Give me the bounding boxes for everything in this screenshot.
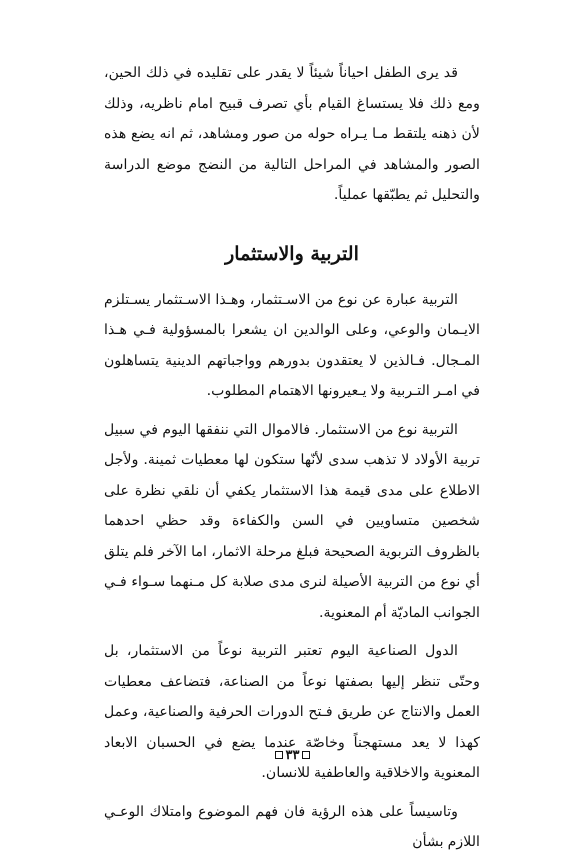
page-number-box-icon [302, 751, 310, 759]
page-number [0, 748, 585, 763]
paragraph-industrial-countries: الدول الصناعية اليوم تعتبر التربية نوعاً من الاستثمار، بل وحتّى تنظر إليها بصفتها نوعاً من الصناعة، فتضاعف معطيات العمل والانتاج عن طريق فـتح الدورات الحرفية والصناعية، وعمل كهذا لا يعد مستهجناً وخاصّة عندما يضع في الحسبان الابعاد المعنوية والاخلاقية والعاطفية للانسان. [104, 643, 480, 781]
section-heading: التربية والاستثمار [225, 242, 359, 265]
page-content [104, 58, 480, 858]
page-number-box-icon [275, 751, 283, 759]
page-number-text: ٣٣ [285, 748, 300, 763]
paragraph-investment-definition: التربية عبارة عن نوع من الاسـتثمار، وهـذا الاسـتثمار يسـتلزم الايـمان والوعي، وعلى الوالدين ان يشعرا بالمسؤولية فـي هـذا المـجال. فـالذين لا يعتقدون بدورهم وواجباتهم الدينية يتساهلون في امـر التـربية ولا يـعيرونها الاهتمام المطلوب. [104, 291, 480, 399]
intro-paragraph: قد يرى الطفل احياناً شيئاً لا يقدر على تقليده في ذلك الحين، ومع ذلك فلا يستساغ القيام بأي تصرف قبيح امام ناظريه، وذلك لأن ذهنه يلتقط مـا يـراه حوله من صور ومشاهد، ثم انه يضع هذه الصور والمشاهد في المراحل التالية من النضج موضع الدراسة والتحليل ثم يطبّقها عملياً. [104, 65, 480, 203]
paragraph-investment-example: التربية نوع من الاستثمار. فالاموال التي ننفقها اليوم في سبيل تربية الأولاد لا تذهب سدى لأنّها ستكون لها معطيات ثمينة. ولأجل الاطلاع على مدى قيمة هذا الاستثمار يكفي أن نلقي نظرة على شخصين متساويين في السن والكفاءة وقد حظي احدهما بالظروف التربوية الصحيحة فبلغ مرحلة الاثمار، اما الآخر فلم يتلق أي نوع من التربية الأصيلة لنرى مدى صلابة كل مـنهما سـواء فـي الجوانب الماديّة أم المعنوية. [104, 421, 480, 621]
paragraph-conclusion-start: وتاسيساً على هذه الرؤية فان فهم الموضوع وامتلاك الوعـي اللازم بشأن [104, 803, 480, 850]
